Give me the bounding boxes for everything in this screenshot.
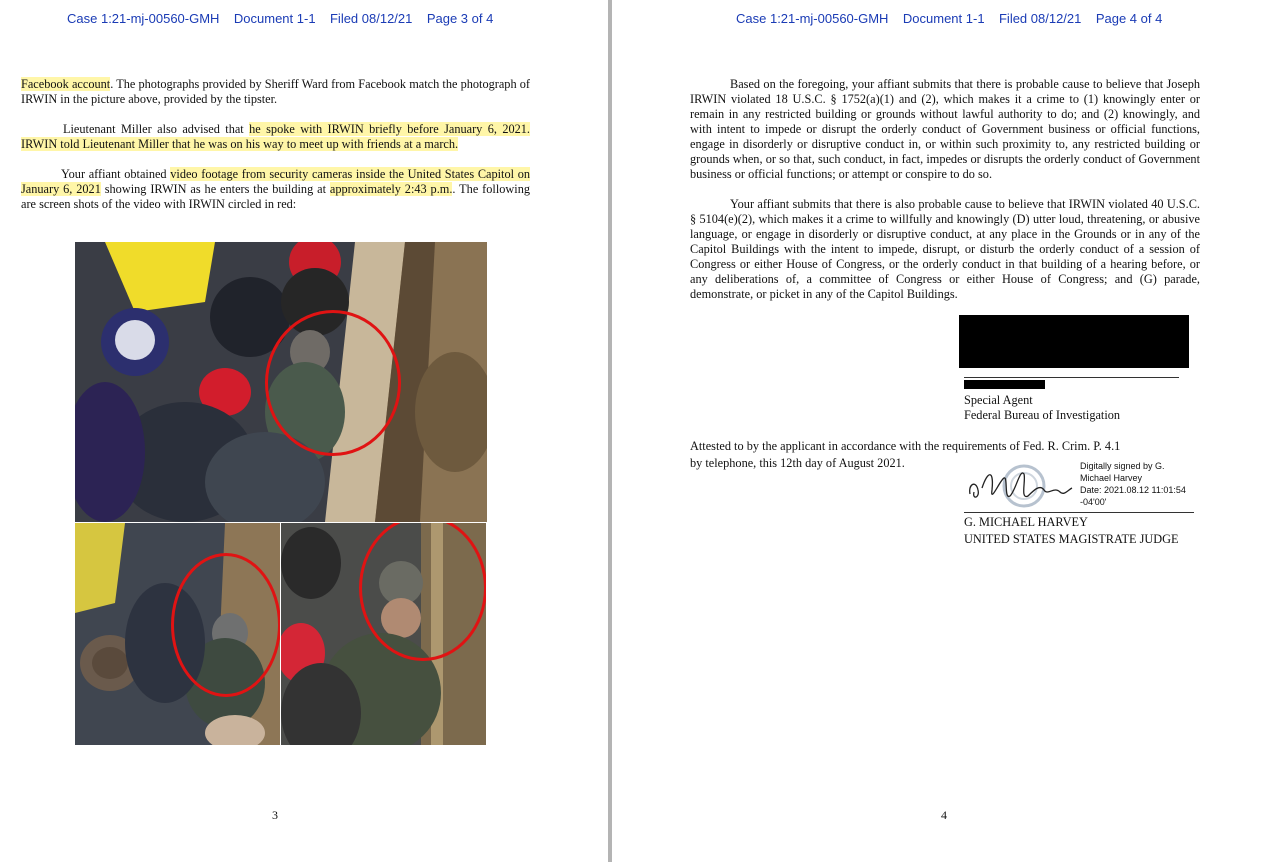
page-number: 3 (272, 808, 278, 822)
highlight: Facebook account (21, 77, 111, 91)
highlight: video footage from security cameras inside the United States Capitol on January 6, 2021 (21, 167, 530, 196)
agent-organization: Federal Bureau of Investigation (964, 408, 1121, 422)
digital-signature-block: Digitally signed by G. Michael Harvey Date: 2021.08.12 11:01:54 -04'00' (1080, 461, 1186, 507)
security-camera-still-3 (281, 523, 486, 745)
judge-name: G. MICHAEL HARVEY (964, 515, 1088, 529)
red-circle-marker (171, 553, 280, 697)
highlight: he spoke with IRWIN briefly before January 6, 2021. IRWIN told Lieutenant Miller that he was on his way to meet up with friends at a march. (21, 122, 531, 151)
security-camera-still-2 (75, 523, 280, 745)
paragraph-40-usc: Your affiant submits that there is also probable cause to believe that IRWIN violated 40 U.S.C. § 5104(e)(2), which makes it a crime to willfully and knowingly (D) utter loud, threatening, or abusive language, or engage in disorderly or disruptive conduct, at any place in the Grounds or in any of the Capitol Buildings with the intent to impede, disrupt, or disturb the orderly conduct of a session of Congress or either House of Congress, or the orderly conduct in that building of a hearing before, or any deliberations of, a committee of Congress or either House of Congress; and (G) parade, demonstrate, or picket in any of the Capitol Buildings. (690, 197, 1200, 301)
red-circle-marker (359, 523, 486, 661)
judge-title: UNITED STATES MAGISTRATE JUDGE (964, 532, 1179, 546)
signature-line (964, 512, 1194, 513)
redaction-bar (959, 315, 1189, 368)
attestation-line-1: Attested to by the applicant in accordance with the requirements of Fed. R. Crim. P. 4.1 (690, 439, 1121, 453)
paragraph-18-usc: Based on the foregoing, your affiant submits that there is probable cause to believe that Joseph IRWIN violated 18 U.S.C. § 1752(a)(1) and (2), which makes it a crime to (1) knowingly enter or remain in any restricted building or grounds without lawful authority to do; and (2) knowingly, and with intent to impede or disrupt the orderly conduct of Government business or official functions, engage in disorderly or disruptive conduct in, or within such proximity to, any restricted building or grounds when, or so that, such conduct, in fact, impedes or disrupts the orderly conduct of Government business or official functions; or attempt or conspire to do so. (690, 77, 1200, 181)
redaction-bar (964, 380, 1045, 389)
page-header: Case 1:21-mj-00560-GMH Document 1-1 Filed 08/12/21 Page 4 of 4 (736, 11, 1163, 26)
attestation-line-2: by telephone, this 12th day of August 2021. (690, 456, 905, 470)
document-page-4 (612, 0, 1280, 862)
paragraph-facebook: Facebook account. The photographs provided by Sheriff Ward from Facebook match the photograph of IRWIN in the picture above, provided by the tipster. (21, 77, 531, 106)
signature-line (964, 377, 1179, 378)
security-camera-still-1 (75, 242, 487, 522)
paragraph-miller: Lieutenant Miller also advised that he spoke with IRWIN briefly before January 6, 2021. IRWIN told Lieutenant Miller that he was on his way to meet up with friends at a march. (21, 122, 531, 151)
judge-signature (964, 460, 1074, 512)
paragraph-footage: Your affiant obtained video footage from security cameras inside the United States Capitol on January 6, 2021 showing IRWIN as he enters the building at approximately 2:43 p.m.. The following are screen shots of the video with IRWIN circled in red: (21, 167, 530, 211)
red-circle-marker (265, 310, 401, 456)
document-page-3 (0, 0, 608, 862)
agent-title: Special Agent (964, 393, 1033, 407)
highlight: approximately 2:43 p.m. (329, 182, 453, 196)
page-number: 4 (941, 808, 947, 822)
page-header: Case 1:21-mj-00560-GMH Document 1-1 Filed 08/12/21 Page 3 of 4 (67, 11, 494, 26)
